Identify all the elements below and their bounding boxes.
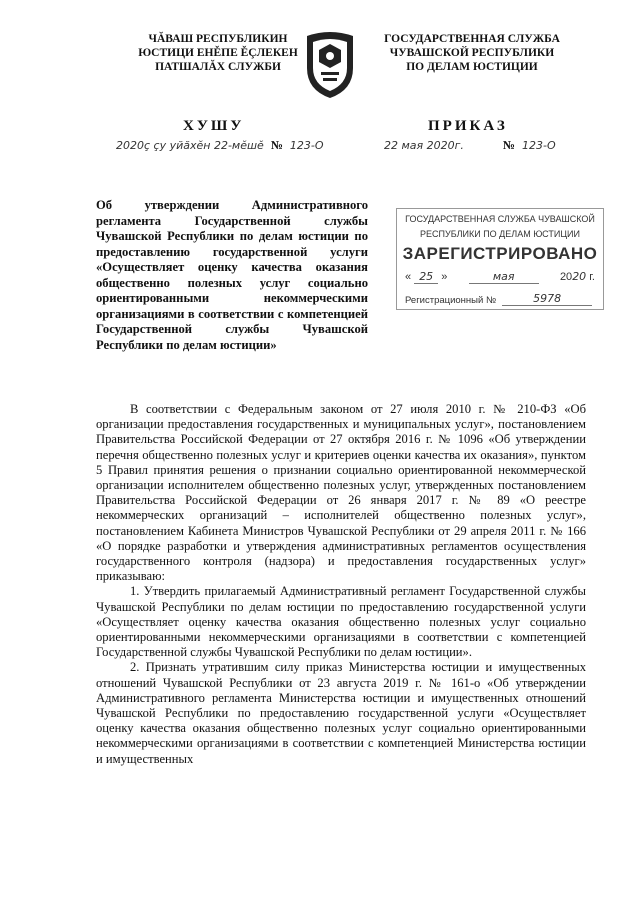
- header-left-line: ЮСТИЦИ ЕНĚПЕ ĚÇЛЕКЕН: [138, 47, 298, 59]
- body-paragraph: 1. Утвердить прилагаемый Административный регламент Государственной службы Чувашской Республики по делам юстиции по предоставлению государственной услуги «Осуществляет оценку качества оказания общественно полезных услуг социально ориентированными некоммерческими организациями в соответствии с компетенцией Государственной службы Чувашской Республики по делам юстиции».: [96, 584, 586, 660]
- number-label-left: №: [270, 138, 283, 152]
- stamp-registration: [405, 292, 595, 306]
- stamp-reg-label: Регистрационный №: [405, 295, 497, 306]
- stamp-agency-line: РЕСПУБЛИКИ ПО ДЕЛАМ ЮСТИЦИИ: [420, 229, 580, 239]
- stamp-year: 20: [572, 270, 587, 283]
- stamp-month: мая: [469, 270, 539, 284]
- header-right-agency: [372, 32, 572, 74]
- stamp-day: 25: [414, 270, 438, 284]
- stamp-reg-number: 5978: [502, 292, 592, 306]
- stamp-year-prefix: 20: [559, 271, 573, 283]
- stamp-date: [405, 270, 595, 284]
- body-paragraph: 2. Признать утратившим силу приказ Министерства юстиции и имущественных отношений Чувашской Республики от 23 августа 2019 г. № 161-о «Об утверждении Административного регламента Министерства юстиции и имущественных отношений Чувашской Республики по предоставлению государственной услуги «Осуществляет оценку качества оказания общественно полезных услуг социально ориентированными некоммерческими организациями в соответствии с компетенцией Министерства юстиции и имущественных: [96, 660, 586, 766]
- doc-type-chuvash: ХУШУ: [183, 118, 245, 134]
- date-left: 2020ç çу уйăхĕн 22-мĕшĕ: [116, 139, 264, 152]
- number-left: 123-О: [289, 139, 324, 152]
- stamp-quote-open: «: [405, 271, 412, 283]
- stamp-quote-close: »: [441, 271, 448, 283]
- stamp-status: ЗАРЕГИСТРИРОВАНО: [402, 244, 598, 263]
- body-paragraph: В соответствии с Федеральным законом от 27 июля 2010 г. № 210-ФЗ «Об организации предоставления государственных и муниципальных услуг», постановлением Правительства Российской Федерации от 27 октября 2016 г. № 1096 «Об утверждении перечня общественно полезных услуг и критериев оценки качества их оказания», пунктом 5 Правил принятия решения о признании социально ориентированной некоммерческой организации исполнителем общественно полезных услуг, утвержденных постановлением Правительства Российской Федерации от 26 января 2017 г. № 89 «О реестре некоммерческих организаций – исполнителей общественно полезных услуг», постановлением Кабинета Министров Чувашской Республики от 29 апреля 2011 г. № 166 «О порядке разработки и утверждения административных регламентов осуществления государственного контроля (надзора) и предоставления государственных услуг» приказываю:: [96, 402, 586, 584]
- number-label-right: №: [502, 138, 515, 152]
- stamp-agency-line: ГОСУДАРСТВЕННАЯ СЛУЖБА ЧУВАШСКОЙ: [405, 214, 595, 224]
- date-line-left: [116, 138, 324, 153]
- number-right: 123-О: [521, 139, 556, 152]
- registration-stamp: [396, 208, 604, 310]
- header-left-agency: [128, 32, 308, 74]
- date-line-right: [384, 138, 556, 153]
- header-left-line: ЧĂВАШ РЕСПУБЛИКИН: [148, 33, 288, 45]
- header-right-line: ЧУВАШСКОЙ РЕСПУБЛИКИ: [389, 47, 555, 59]
- header-right-line: ГОСУДАРСТВЕННАЯ СЛУЖБА: [384, 33, 560, 45]
- date-right: 22 мая 2020г.: [384, 139, 464, 152]
- header-left-line: ПАТШАЛĂХ СЛУЖБИ: [155, 61, 281, 73]
- doc-type-russian: ПРИКАЗ: [428, 118, 508, 134]
- document-body: [96, 402, 586, 767]
- document-title: Об утверждении Административного регламента Государственной службы Чувашской Республики по делам юстиции по предоставлению государственной услуги «Осуществляет оценку качества оказания общественно полезных услуг социально ориентированными некоммерческими организациями в соответствии с компетенцией Государственной службы Чувашской Республики по делам юстиции»: [96, 198, 368, 352]
- stamp-year-suffix: г.: [589, 271, 595, 283]
- header-right-line: ПО ДЕЛАМ ЮСТИЦИИ: [406, 61, 538, 73]
- coat-of-arms-icon: [301, 28, 359, 100]
